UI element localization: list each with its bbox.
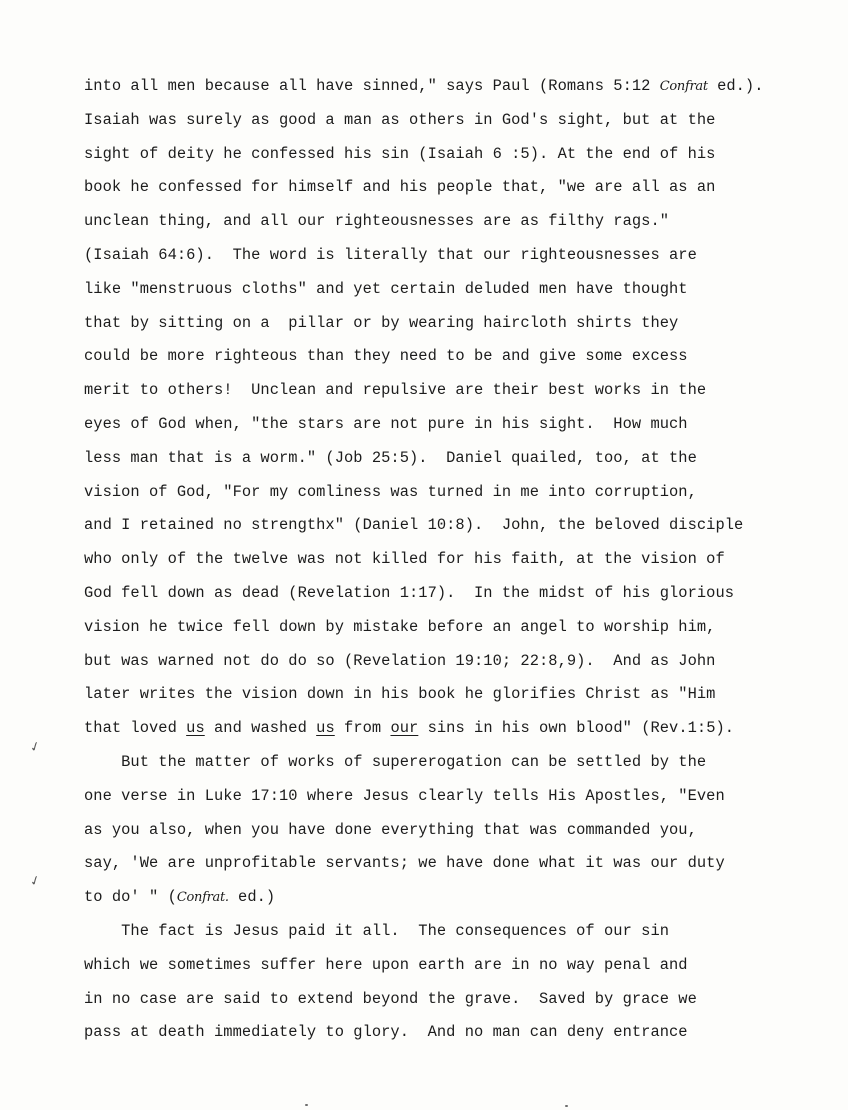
underlined-word: us bbox=[186, 719, 205, 738]
handwritten-annotation: Confrat bbox=[659, 79, 708, 94]
text-line bbox=[84, 342, 784, 376]
text-segment: say, 'We are unprofitable servants; we have done what it was our duty bbox=[84, 854, 725, 873]
text-segment: but was warned not do do so (Revelation 19:10; 22:8,9). And as John bbox=[84, 651, 716, 670]
text-line bbox=[84, 275, 784, 309]
text-segment: vision he twice fell down by mistake before an angel to worship him, bbox=[84, 617, 716, 636]
text-line bbox=[84, 140, 784, 174]
text-segment: who only of the twelve was not killed for his faith, at the vision of bbox=[84, 550, 725, 569]
text-line bbox=[84, 816, 784, 850]
text-line bbox=[84, 478, 784, 512]
paper-speck bbox=[565, 1105, 568, 1107]
text-segment: ed.) bbox=[228, 888, 276, 907]
text-segment: could be more righteous than they need to be and give some excess bbox=[84, 347, 688, 366]
text-segment: and I retained no strengthx" (Daniel 10:8). John, the beloved disciple bbox=[84, 516, 744, 535]
text-segment: from bbox=[334, 719, 391, 738]
text-segment: one verse in Luke 17:10 where Jesus clearly tells His Apostles, "Even bbox=[84, 786, 725, 805]
text-segment: But the matter of works of supererogation can be settled by the bbox=[84, 752, 707, 771]
text-segment: into all men because all have sinned," says Paul (Romans 5:12 bbox=[84, 77, 660, 95]
handwritten-annotation: Confrat. bbox=[176, 890, 229, 906]
text-segment: pass at death immediately to glory. And no man can deny entrance bbox=[84, 1023, 688, 1042]
paper-speck bbox=[305, 1104, 308, 1106]
text-segment: Isaiah was surely as good a man as others in God's sight, but at the bbox=[84, 110, 716, 129]
text-line bbox=[84, 849, 784, 883]
text-line bbox=[84, 207, 784, 241]
text-line bbox=[84, 444, 784, 478]
margin-check-mark: ✓ bbox=[27, 738, 44, 757]
text-line bbox=[84, 376, 784, 410]
text-segment: vision of God, "For my comliness was turned in me into corruption, bbox=[84, 482, 697, 501]
text-segment: to do' " ( bbox=[84, 888, 177, 907]
text-segment: less man that is a worm." (Job 25:5). Daniel quailed, too, at the bbox=[84, 448, 697, 467]
body-text bbox=[84, 72, 784, 1052]
margin-check-mark: ✓ bbox=[27, 872, 44, 891]
text-line bbox=[84, 883, 784, 917]
text-line bbox=[84, 511, 784, 545]
text-segment: which we sometimes suffer here upon earth are in no way penal and bbox=[84, 955, 688, 974]
text-line bbox=[84, 951, 784, 985]
text-line bbox=[84, 1018, 784, 1052]
text-line bbox=[84, 309, 784, 343]
text-segment: God fell down as dead (Revelation 1:17). In the midst of his glorious bbox=[84, 583, 735, 602]
text-line bbox=[84, 782, 784, 816]
text-segment: (Isaiah 64:6). The word is literally that our righteousnesses are bbox=[84, 245, 697, 264]
text-segment: and washed bbox=[204, 719, 317, 738]
text-line bbox=[84, 545, 784, 579]
text-line bbox=[84, 917, 784, 951]
text-line bbox=[84, 613, 784, 647]
text-line bbox=[84, 748, 784, 782]
text-line bbox=[84, 173, 784, 207]
underlined-word: our bbox=[390, 719, 419, 738]
text-segment: that loved bbox=[84, 719, 187, 738]
underlined-word: us bbox=[316, 719, 335, 738]
text-line bbox=[84, 72, 784, 106]
text-line bbox=[84, 985, 784, 1019]
text-segment: The fact is Jesus paid it all. The consequences of our sin bbox=[84, 921, 670, 940]
text-line bbox=[84, 579, 784, 613]
text-segment: ed.). bbox=[707, 77, 764, 95]
text-segment: sight of deity he confessed his sin (Isaiah 6 :5). At the end of his bbox=[84, 144, 716, 163]
text-line bbox=[84, 410, 784, 444]
text-segment: book he confessed for himself and his people that, "we are all as an bbox=[84, 178, 716, 197]
text-segment: in no case are said to extend beyond the grave. Saved by grace we bbox=[84, 989, 697, 1008]
text-segment: like "menstruous cloths" and yet certain deluded men have thought bbox=[84, 279, 688, 298]
text-segment: merit to others! Unclean and repulsive are their best works in the bbox=[84, 381, 707, 400]
text-line bbox=[84, 680, 784, 714]
text-line bbox=[84, 647, 784, 681]
text-segment: later writes the vision down in his book he glorifies Christ as "Him bbox=[84, 685, 716, 704]
text-line bbox=[84, 106, 784, 140]
text-segment: that by sitting on a pillar or by wearing haircloth shirts they bbox=[84, 313, 679, 332]
text-segment: unclean thing, and all our righteousnesses are as filthy rags." bbox=[84, 212, 670, 231]
text-line bbox=[84, 714, 784, 748]
text-segment: eyes of God when, "the stars are not pure in his sight. How much bbox=[84, 414, 688, 433]
text-line bbox=[84, 241, 784, 275]
text-segment: sins in his own blood" (Rev.1:5). bbox=[418, 719, 735, 738]
text-segment: as you also, when you have done everything that was commanded you, bbox=[84, 820, 697, 839]
